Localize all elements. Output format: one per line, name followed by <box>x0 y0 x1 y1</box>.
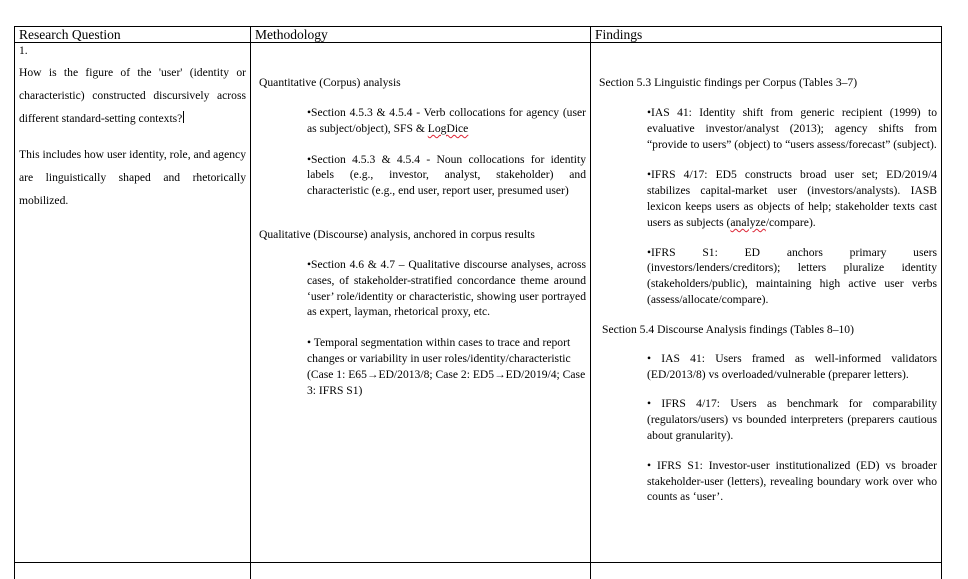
question-text-content: How is the figure of the 'user' (identity or characteristic) constructed discursively across different standard-setting contexts? <box>19 66 246 125</box>
empty-cell[interactable] <box>251 563 591 579</box>
qualitative-heading: Qualitative (Discourse) analysis, anchored in corpus results <box>259 227 535 241</box>
verb-collocation-bullet <box>307 105 586 137</box>
question-number: 1. <box>19 44 28 57</box>
discourse-analysis-bullet: •Section 4.6 & 4.7 – Qualitative discourse analyses, across cases, of stakeholder-stratified concordance theme around ‘user’ role/identity or characteristic, showing user portrayed as expert, layman, rhetorical proxy, etc. <box>307 257 586 319</box>
empty-cell[interactable] <box>591 563 942 579</box>
header-findings: Findings <box>591 27 942 43</box>
findings-cell[interactable] <box>591 43 942 563</box>
ifrs417-linguistic-text: •IFRS 4/17: ED5 constructs broad user set; ED/2019/4 stabilizes capital-market user (investors/analysts). IASB lexicon keeps users as objects of help; stakeholder texts cast users as subjects ( <box>647 168 937 229</box>
question-note: This includes how user identity, role, and agency are linguistically shaped and rhetorically mobilized. <box>19 148 246 207</box>
header-methodology: Methodology <box>251 27 591 43</box>
methodology-cell[interactable] <box>251 43 591 563</box>
table-row <box>15 563 942 579</box>
table-row <box>15 43 942 563</box>
linguistic-findings-heading: Section 5.3 Linguistic findings per Corpus (Tables 3–7) <box>599 76 858 89</box>
ifrs417-discourse-bullet: • IFRS 4/17: Users as benchmark for comparability (regulators/users) vs bounded interpreters (preparers cautious about granularity). <box>647 397 937 442</box>
ifrss1-discourse-bullet: • IFRS S1: Investor-user institutionalized (ED) vs broader stakeholder-user (letters), revealing boundary work over who counts as ‘user’. <box>647 458 937 504</box>
noun-collocation-bullet: •Section 4.5.3 & 4.5.4 - Noun collocations for identity labels (e.g., investor, analyst, stakeholder) and characteristic (e.g., end user, report user, presumed user) <box>307 152 586 198</box>
verb-collocation-text: •Section 4.5.3 & 4.5.4 - Verb collocations for agency (user as subject/object), SFS & <box>307 106 586 135</box>
header-research-question: Research Question <box>15 27 251 43</box>
research-table <box>14 26 942 579</box>
empty-cell[interactable] <box>15 563 251 579</box>
ifrss1-linguistic-bullet: •IFRS S1: ED anchors primary users (investors/lenders/creditors); letters pluralize identity (stakeholders/public), maintaining high active user verbs (assess/allocate/compare). <box>647 245 937 306</box>
ifrs417-linguistic-bullet <box>647 167 937 230</box>
ias41-linguistic-bullet: •IAS 41: Identity shift from generic recipient (1999) to evaluative investor/analyst (2013); agency shifts from “provide to users” (object) to “users assess/forecast” (subject). <box>647 106 937 151</box>
question-text <box>19 61 246 130</box>
discourse-findings-heading: Section 5.4 Discourse Analysis findings (Tables 8–10) <box>602 322 854 336</box>
header-row <box>15 27 942 43</box>
ias41-discourse-bullet: • IAS 41: Users framed as well-informed validators (ED/2013/8) vs overloaded/vulnerable (preparer letters). <box>647 351 937 381</box>
research-question-cell[interactable] <box>15 43 251 563</box>
ifrs417-linguistic-tail: /compare). <box>765 215 816 229</box>
temporal-segmentation-bullet: • Temporal segmentation within cases to trace and report changes or variability in user roles/identity/characteristic (Case 1: E65→ED/2013/8; Case 2: ED5→ED/2019/4; Case 3: IFRS S1) <box>307 336 586 397</box>
text-cursor <box>183 111 184 123</box>
quantitative-heading: Quantitative (Corpus) analysis <box>259 76 401 89</box>
spellcheck-flagged-word: LogDice <box>427 121 469 135</box>
spellcheck-flagged-word: analyze <box>730 215 766 229</box>
